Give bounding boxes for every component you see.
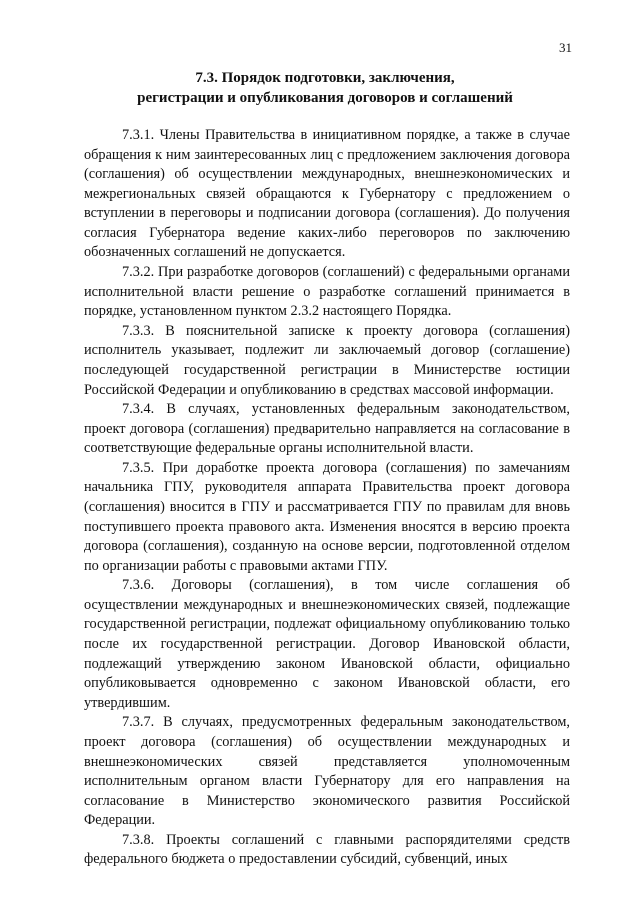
paragraph-7-3-6: 7.3.6. Договоры (соглашения), в том числе соглашения об осуществлении международных и внешнеэкономических связей, подлежащие государственной регистрации, подлежат официальному опубликованию только после их государственной регистрации. Договор Ивановской области, подлежащий утверждению законом Ивановской области, официально опубликовывается одновременно с законом Ивановской области, его утвердившим.	[84, 577, 570, 711]
section-heading-line-1: 7.3. Порядок подготовки, заключения,	[195, 70, 455, 86]
paragraph-7-3-7: 7.3.7. В случаях, предусмотренных федеральным законодательством, проект договора (соглашения) об осуществлении международных и внешнеэкономических связей представляется уполномоченным исполнительным органом власти Губернатору для его направления на согласование в Министерство экономического развития Российской Федерации.	[84, 714, 570, 829]
paragraph-7-3-2: 7.3.2. При разработке договоров (соглашений) с федеральными органами исполнительной власти решение о разработке соглашений принимается в порядке, установленном пунктом 2.3.2 настоящего Порядка.	[84, 264, 570, 320]
document-body	[84, 126, 570, 870]
paragraph-7-3-8: 7.3.8. Проекты соглашений с главными распорядителями средств федерального бюджета о предоставлении субсидий, субвенций, иных	[84, 831, 570, 868]
paragraph-7-3-5: 7.3.5. При доработке проекта договора (соглашения) по замечаниям начальника ГПУ, руководителя аппарата Правительства проект договора (соглашения) вносится в ГПУ и рассматривается ГПУ по правилам для вновь поступившего проекта правового акта. Изменения вносятся в версию проекта договора (соглашения), созданную на основе версии, подготовленной отделом по организации работы с правовыми актами ГПУ.	[84, 459, 570, 574]
paragraph-7-3-4: 7.3.4. В случаях, установленных федеральным законодательством, проект договора (соглашения) предварительно направляется на согласование в соответствующие федеральные органы исполнительной власти.	[84, 401, 570, 457]
page-number: 31	[559, 40, 572, 55]
paragraph-7-3-3: 7.3.3. В пояснительной записке к проекту договора (соглашения) исполнитель указывает, подлежит ли заключаемый договор (соглашение) последующей государственной регистрации в Министерстве юстиции Российской Федерации и опубликованию в средствах массовой информации.	[84, 322, 570, 398]
paragraph-7-3-1: 7.3.1. Члены Правительства в инициативном порядке, а также в случае обращения к ним заинтересованных лиц с предложением заключения договора (соглашения) об осуществлении международных, внешнеэкономических и межрегиональных связей обращаются к Губернатору с предложением о вступлении в переговоры и подписании договора (соглашения). До получения согласия Губернатора ведение каких-либо переговоров по заключению обозначенных соглашений не допускается.	[84, 127, 570, 261]
section-heading-line-2: регистрации и опубликования договоров и соглашений	[137, 90, 513, 106]
